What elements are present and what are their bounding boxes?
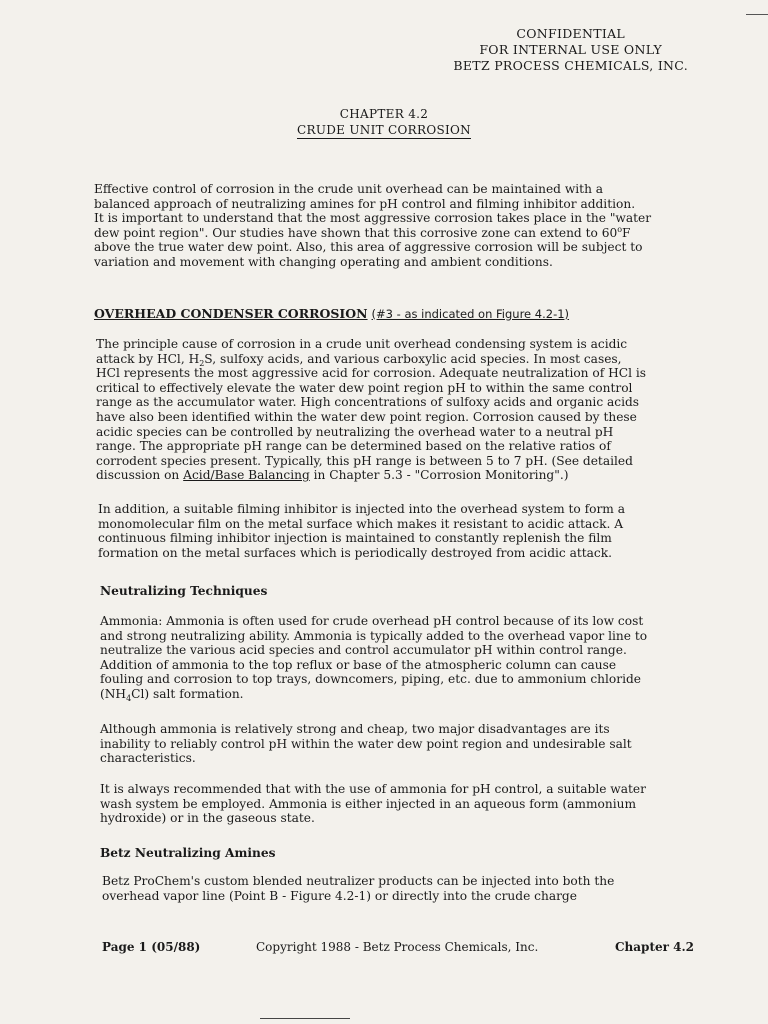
chapter-heading (0, 106, 768, 139)
para-line: Addition of ammonia to the top reflux or base of the atmospheric column can cause (100, 657, 617, 672)
intro-line: above the true water dew point. Also, this area of aggressive corrosion will be subject to (94, 240, 643, 255)
scan-artifact-line (746, 14, 768, 15)
header-line-3: BETZ PROCESS CHEMICALS, INC. (453, 58, 688, 73)
para-line: range as the accumulator water. High concentrations of sulfoxy acids and organic acids (96, 395, 640, 410)
degree-unit: F (622, 225, 631, 240)
section-title-note: (#3 - as indicated on Figure 4.2-1) (371, 307, 570, 321)
para-line-nh4cl (100, 687, 686, 702)
para-line: HCl represents the most aggressive acid for corrosion. Adequate neutralization of HCl is (96, 366, 646, 381)
para-line: Ammonia: Ammonia is often used for crude overhead pH control because of its low cost (100, 614, 644, 628)
para-line: formation on the metal surfaces which is periodically destroyed from acidic attack. (98, 545, 613, 560)
copyright-notice: Copyright 1988 - Betz Process Chemicals, Inc. (256, 940, 539, 954)
para-line: critical to effectively elevate the water dew point region pH to within the same control (96, 380, 633, 395)
para-line: fouling and corrosion to top trays, downcomers, piping, etc. due to ammonium chloride (100, 672, 641, 687)
para-line: monomolecular film on the metal surface which makes it resistant to acidic attack. A (98, 516, 624, 531)
confidential-header (453, 26, 688, 74)
filming-inhibitor-paragraph (98, 502, 684, 560)
para-line: and strong neutralizing ability. Ammonia is typically added to the overhead vapor line to (100, 628, 648, 643)
para-line: range. The appropriate pH range can be determined based on the relative ratios of (96, 439, 611, 454)
para-line: acidic species can be controlled by neutralizing the overhead water to a neutral pH (96, 424, 614, 439)
section-title-text: OVERHEAD CONDENSER CORROSION (94, 306, 368, 321)
scan-artifact-bottom (260, 1018, 350, 1019)
para-line-h2s (96, 352, 684, 367)
chapter-title: CRUDE UNIT CORROSION (297, 123, 471, 137)
para-line: inability to reliably control pH within the water dew point region and undesirable salt (100, 736, 632, 751)
degree-symbol: o (617, 224, 623, 234)
intro-line-degree (94, 226, 678, 241)
para-line: continuous filming inhibitor injection is maintained to constantly replenish the film (98, 531, 612, 546)
para-line: In addition, a suitable filming inhibitor is injected into the overhead system to form a (98, 502, 626, 516)
header-line-2: FOR INTERNAL USE ONLY (479, 42, 663, 57)
subscript: 2 (199, 358, 205, 368)
subscript: 4 (126, 693, 132, 703)
intro-line: It is important to understand that the most aggressive corrosion takes place in the "water (94, 211, 652, 226)
corrosion-paragraph (96, 337, 684, 483)
intro-line: Effective control of corrosion in the crude unit overhead can be maintained with a (94, 182, 604, 196)
para-text: Cl) salt formation. (131, 686, 244, 701)
para-line: The principle cause of corrosion in a crude unit overhead condensing system is acidic (96, 337, 628, 351)
betz-amines-paragraph (102, 874, 686, 903)
section-title-overhead-condenser (94, 306, 569, 321)
para-line: corrodent species present. Typically, this pH range is between 5 to 7 pH. (See detailed (96, 453, 633, 468)
page-number: Page 1 (05/88) (102, 940, 201, 954)
acid-base-balancing-reference: Acid/Base Balancing (183, 468, 310, 483)
intro-line: balanced approach of neutralizing amines for pH control and filming inhibitor addition. (94, 196, 636, 211)
para-line: hydroxide) or in the gaseous state. (100, 811, 315, 826)
para-line: wash system be employed. Ammonia is either injected in an aqueous form (ammonium (100, 796, 637, 811)
para-line: Betz ProChem's custom blended neutralizer products can be injected into both the (102, 874, 615, 888)
intro-line: dew point region". Our studies have shown that this corrosive zone can extend to 60 (94, 225, 618, 240)
para-text: attack by HCl, H (96, 351, 200, 366)
para-line: overhead vapor line (Point B - Figure 4.2-1) or directly into the crude charge (102, 888, 577, 903)
para-line: neutralize the various acid species and control accumulator pH within control range. (100, 643, 627, 658)
ammonia-paragraph (100, 614, 686, 702)
intro-line: variation and movement with changing operating and ambient conditions. (94, 254, 553, 269)
para-line: Although ammonia is relatively strong and cheap, two major disadvantages are its (100, 722, 610, 736)
chapter-number: CHAPTER 4.2 (339, 107, 429, 121)
para-text: discussion on (96, 468, 184, 483)
para-line-reference (96, 468, 684, 483)
header-line-1: CONFIDENTIAL (516, 26, 626, 41)
ammonia-disadvantages-paragraph (100, 722, 686, 766)
para-line: characteristics. (100, 751, 196, 766)
intro-paragraph (94, 182, 678, 270)
para-text: in Chapter 5.3 - "Corrosion Monitoring".) (309, 468, 569, 483)
water-wash-paragraph (100, 782, 686, 826)
para-line: have also been identified within the water dew point region. Corrosion caused by these (96, 409, 637, 424)
para-text: S, sulfoxy acids, and various carboxylic acid species. In most cases, (204, 351, 622, 366)
betz-neutralizing-amines-heading: Betz Neutralizing Amines (100, 846, 276, 860)
para-line: It is always recommended that with the use of ammonia for pH control, a suitable water (100, 782, 646, 796)
para-text: (NH (100, 686, 127, 701)
footer-chapter: Chapter 4.2 (615, 940, 694, 954)
neutralizing-techniques-heading: Neutralizing Techniques (100, 584, 268, 598)
